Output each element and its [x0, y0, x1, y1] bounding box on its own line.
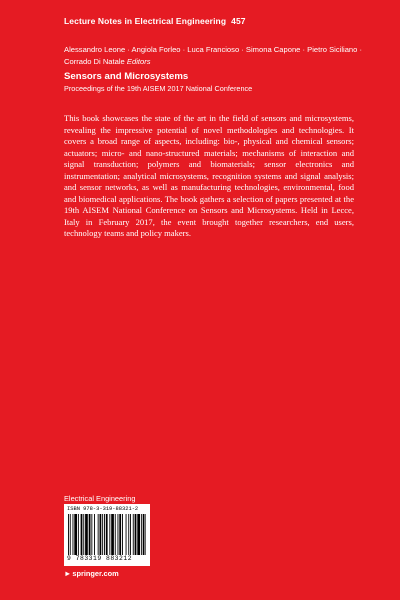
series-volume: 457	[231, 16, 246, 26]
arrow-icon: ►	[64, 569, 72, 578]
website-url: springer.com	[72, 569, 119, 578]
isbn-number: ISBN 978-3-319-88321-2	[67, 506, 139, 512]
publisher-website	[64, 569, 119, 578]
editor-names: Alessandro Leone · Angiola Forleo · Luca Francioso · Simona Capone · Pietro Siciliano · Corrado Di Natale	[64, 45, 362, 66]
ean-digits: 9 783319 883212	[67, 555, 133, 562]
barcode-bars	[68, 514, 146, 555]
subject-category: Electrical Engineering	[64, 494, 136, 503]
book-subtitle: Proceedings of the 19th AISEM 2017 National Conference	[64, 84, 253, 93]
isbn-barcode	[64, 504, 150, 566]
series-title	[64, 16, 246, 26]
book-description: This book showcases the state of the art in the field of sensors and microsystems, revealing the impressive potential of novel methodologies and technologies. It covers a broad range of aspects, including: bio-, physical and chemical sensors; actuators; micro- and nano-structured materials; mechanisms of interaction and signal transduction; polymers and biomaterials; sensor electronics and instrumentation; analytical microsystems, recognition systems and signal analysis; and sensor networks, as well as manufacturing technologies, environmental, food and biomedical applications. The book gathers a selection of papers presented at the 19th AISEM National Conference on Sensors and Microsystems. Held in Lecce, Italy in February 2017, the event brought together researchers, end users, technology teams and policy makers.	[64, 113, 354, 238]
editors	[64, 44, 364, 68]
editors-role: Editors	[126, 57, 151, 66]
series-name: Lecture Notes in Electrical Engineering	[64, 16, 227, 26]
book-title: Sensors and Microsystems	[64, 71, 189, 82]
